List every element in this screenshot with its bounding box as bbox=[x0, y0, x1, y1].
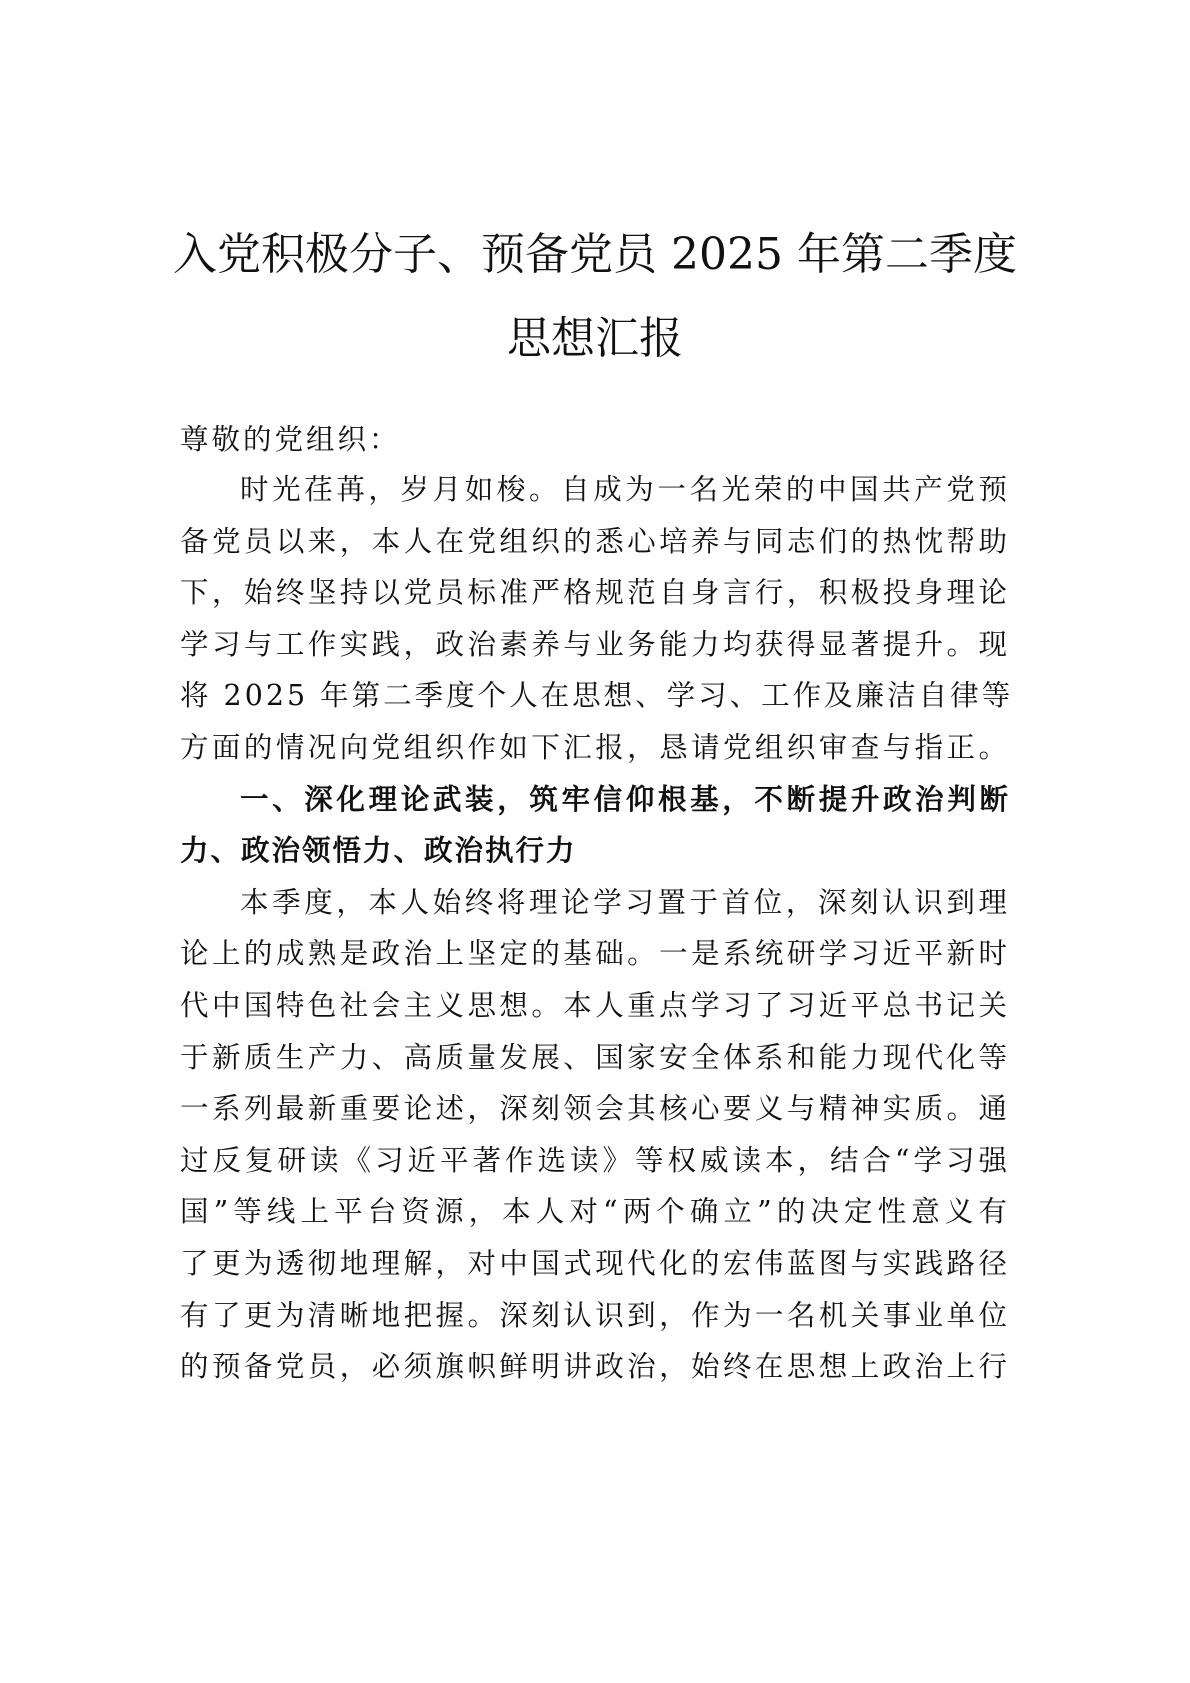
paragraph-line: 代中国特色社会主义思想。本人重点学习了习近平总书记关 bbox=[180, 989, 1010, 1022]
paragraph-line: 一系列最新重要论述，深刻领会其核心要义与精神实质。通 bbox=[180, 1092, 1010, 1125]
paragraph-line: 了更为透彻地理解，对中国式现代化的宏伟蓝图与实践路径 bbox=[180, 1247, 1010, 1280]
paragraph-line: 时光荏苒，岁月如梭。自成为一名光荣的中国共产党预 bbox=[240, 473, 1010, 506]
paragraph-line: 论上的成熟是政治上坚定的基础。一是系统研学习近平新时 bbox=[180, 937, 1010, 970]
document-title-line-1: 入党积极分子、预备党员 2025 年第二季度 bbox=[173, 229, 1017, 280]
paragraph-line: 下，始终坚持以党员标准严格规范自身言行，积极投身理论 bbox=[180, 576, 1010, 609]
paragraph-line: 方面的情况向党组织作如下汇报，恳请党组织审查与指正。 bbox=[180, 731, 1010, 764]
paragraph-line: 于新质生产力、高质量发展、国家安全体系和能力现代化等 bbox=[180, 1041, 1010, 1074]
salutation: 尊敬的党组织： bbox=[180, 423, 401, 456]
paragraph-line: 过反复研读《习近平著作选读》等权威读本，结合“学习强 bbox=[180, 1144, 1010, 1177]
paragraph-line: 本季度，本人始终将理论学习置于首位，深刻认识到理 bbox=[240, 886, 1010, 919]
paragraph-line: 将 2025 年第二季度个人在思想、学习、工作及廉洁自律等 bbox=[180, 679, 1014, 712]
paragraph-line: 备党员以来，本人在党组织的悉心培养与同志们的热忱帮助 bbox=[180, 525, 1010, 558]
paragraph-line: 的预备党员，必须旗帜鲜明讲政治，始终在思想上政治上行 bbox=[180, 1350, 1010, 1383]
paragraph-line: 国”等线上平台资源，本人对“两个确立”的决定性意义有 bbox=[180, 1195, 1010, 1228]
paragraph-line: 学习与工作实践，政治素养与业务能力均获得显著提升。现 bbox=[180, 628, 1010, 661]
document-title-line-2: 思想汇报 bbox=[507, 313, 683, 364]
section-heading-line: 力、政治领悟力、政治执行力 bbox=[180, 834, 577, 867]
section-heading-line: 一、深化理论武装，筑牢信仰根基，不断提升政治判断 bbox=[240, 783, 1010, 816]
paragraph-line: 有了更为清晰地把握。深刻认识到，作为一名机关事业单位 bbox=[180, 1299, 1010, 1332]
